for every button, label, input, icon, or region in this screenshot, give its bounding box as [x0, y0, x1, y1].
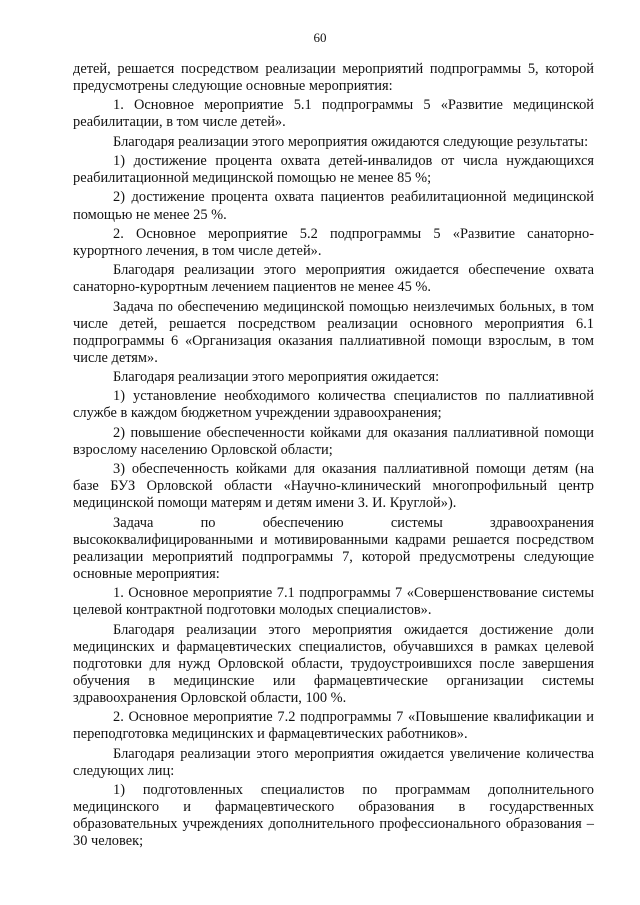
paragraph: 1) установление необходимого количества специалистов по паллиативной службе в каждом бюджетном учреждении здравоохранения;	[73, 388, 594, 422]
page-number: 60	[313, 30, 327, 45]
paragraph: Задача по обеспечению медицинской помощью неизлечимых больных, в том числе детей, решается посредством реализации основного мероприятия 6.1 подпрограммы 6 «Организация оказания паллиативной помощи взрослым, в том числе детям».	[73, 298, 594, 366]
paragraph: 1) достижение процента охвата детей-инвалидов от числа нуждающихся реабилитационной медицинской помощью не менее 85 %;	[73, 153, 594, 187]
paragraph: Благодаря реализации этого мероприятия ожидаются следующие результаты:	[113, 133, 589, 150]
paragraph: 2. Основное мероприятие 5.2 подпрограммы 5 «Развитие санаторно-курортного лечения, в том числе детей».	[73, 225, 594, 259]
document-body	[73, 61, 594, 853]
paragraph: 3) обеспеченность койками для оказания паллиативной помощи детям (на базе БУЗ Орловской области «Научно-клинический многопрофильный центр медицинской помощи матерям и детям имени З. И. Круглой»).	[73, 461, 594, 512]
paragraph: Задача по обеспечению системы здравоохранения высококвалифицированными и мотивированными кадрами решается посредством реализации мероприятий подпрограммы 7, которой предусмотрены следующие основные мероприятия:	[73, 514, 594, 582]
paragraph: 2) повышение обеспеченности койками для оказания паллиативной помощи взрослому населению Орловской области;	[73, 424, 594, 458]
paragraph: 1) подготовленных специалистов по программам дополнительного медицинского и фармацевтического образования в государственных образовательных учреждениях дополнительного профессионального образования – 30 человек;	[73, 781, 594, 850]
paragraph: Благодаря реализации этого мероприятия ожидается обеспечение охвата санаторно-курортным лечением пациентов не менее 45 %.	[73, 262, 594, 296]
paragraph: 1. Основное мероприятие 7.1 подпрограммы 7 «Совершенствование системы целевой контрактной подготовки молодых специалистов».	[73, 585, 594, 619]
paragraph: детей, решается посредством реализации мероприятий подпрограммы 5, которой предусмотрены следующие основные мероприятия:	[73, 61, 594, 95]
paragraph: 1. Основное мероприятие 5.1 подпрограммы 5 «Развитие медицинской реабилитации, в том числе детей».	[73, 97, 594, 131]
paragraph: Благодаря реализации этого мероприятия ожидается увеличение количества следующих лиц:	[73, 745, 594, 779]
paragraph: 2) достижение процента охвата пациентов реабилитационной медицинской помощью не менее 25 %.	[73, 189, 594, 223]
paragraph: 2. Основное мероприятие 7.2 подпрограммы 7 «Повышение квалификации и переподготовка медицинских и фармацевтических работников».	[73, 709, 594, 743]
paragraph: Благодаря реализации этого мероприятия ожидается достижение доли медицинских и фармацевтических специалистов, обучавшихся в рамках целевой подготовки для нужд Орловской области, трудоустроившихся после завершения обучения в медицинские или фармацевтические организации системы здравоохранения Орловской области, 100 %.	[73, 621, 594, 706]
paragraph: Благодаря реализации этого мероприятия ожидается:	[113, 369, 440, 386]
